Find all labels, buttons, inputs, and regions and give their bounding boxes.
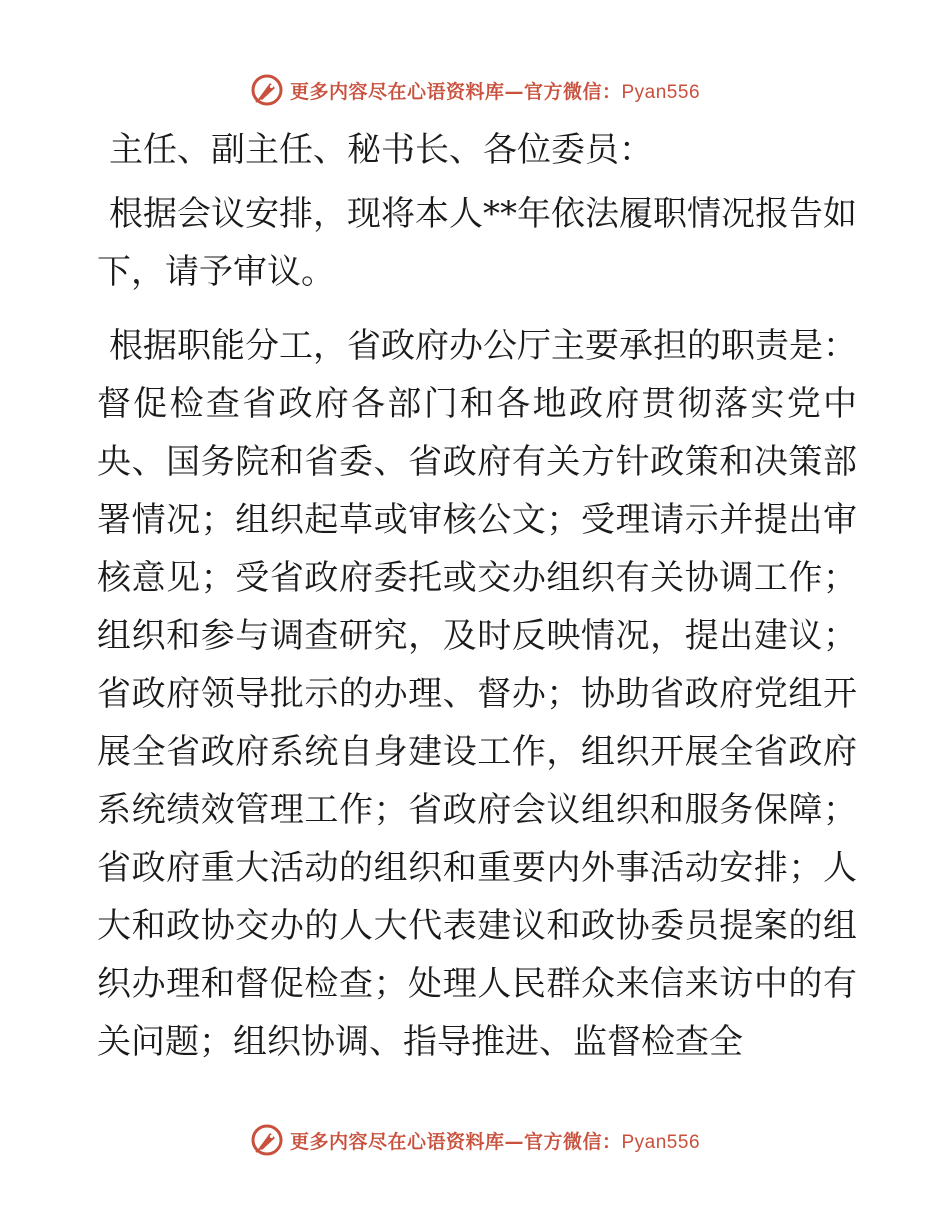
salutation: 主任、副主任、秘书长、各位委员： bbox=[109, 130, 653, 170]
watermark-cn-text: 更多内容尽在心语资料库—官方微信： bbox=[289, 1130, 622, 1153]
watermark-wechat-id: Pyan556 bbox=[621, 1131, 701, 1153]
watermark-wechat-id: Pyan556 bbox=[621, 81, 701, 103]
watermark-text bbox=[290, 1127, 700, 1154]
paragraph: 根据职能分工，省政府办公厅主要承担的职责是：督促检查省政府各部门和各地政府贯彻落实党中央、国务院和省委、省政府有关方针政策和决策部署情况；组织起草或审核公文；受理请示并提出审核意见；受省政府委托或交办组织有关协调工作；组织和参与调查研究，及时反映情况，提出建议；省政府领导批示的办理、督办；协助省政府党组开展全省政府系统自身建设工作，组织开展全省政府系统绩效管理工作；省政府会议组织和服务保障；省政府重大活动的组织和重要内外事活动安排；人大和政协交办的人大代表建议和政协委员提案的组织办理和督促检查；处理人民群众来信来访中的有关问题；组织协调、指导推进、监督检查全 bbox=[97, 326, 857, 1062]
watermark-cn-text: 更多内容尽在心语资料库—官方微信： bbox=[289, 80, 622, 103]
paragraph: 根据会议安排，现将本人**年依法履职情况报告如下，请予审议。 bbox=[97, 194, 857, 292]
pen-nib-logo-icon bbox=[250, 1123, 284, 1157]
watermark-header bbox=[0, 68, 950, 112]
watermark-text bbox=[290, 77, 700, 104]
watermark-footer bbox=[0, 1118, 950, 1162]
document-body bbox=[97, 121, 857, 1071]
pen-nib-logo-icon bbox=[250, 73, 284, 107]
